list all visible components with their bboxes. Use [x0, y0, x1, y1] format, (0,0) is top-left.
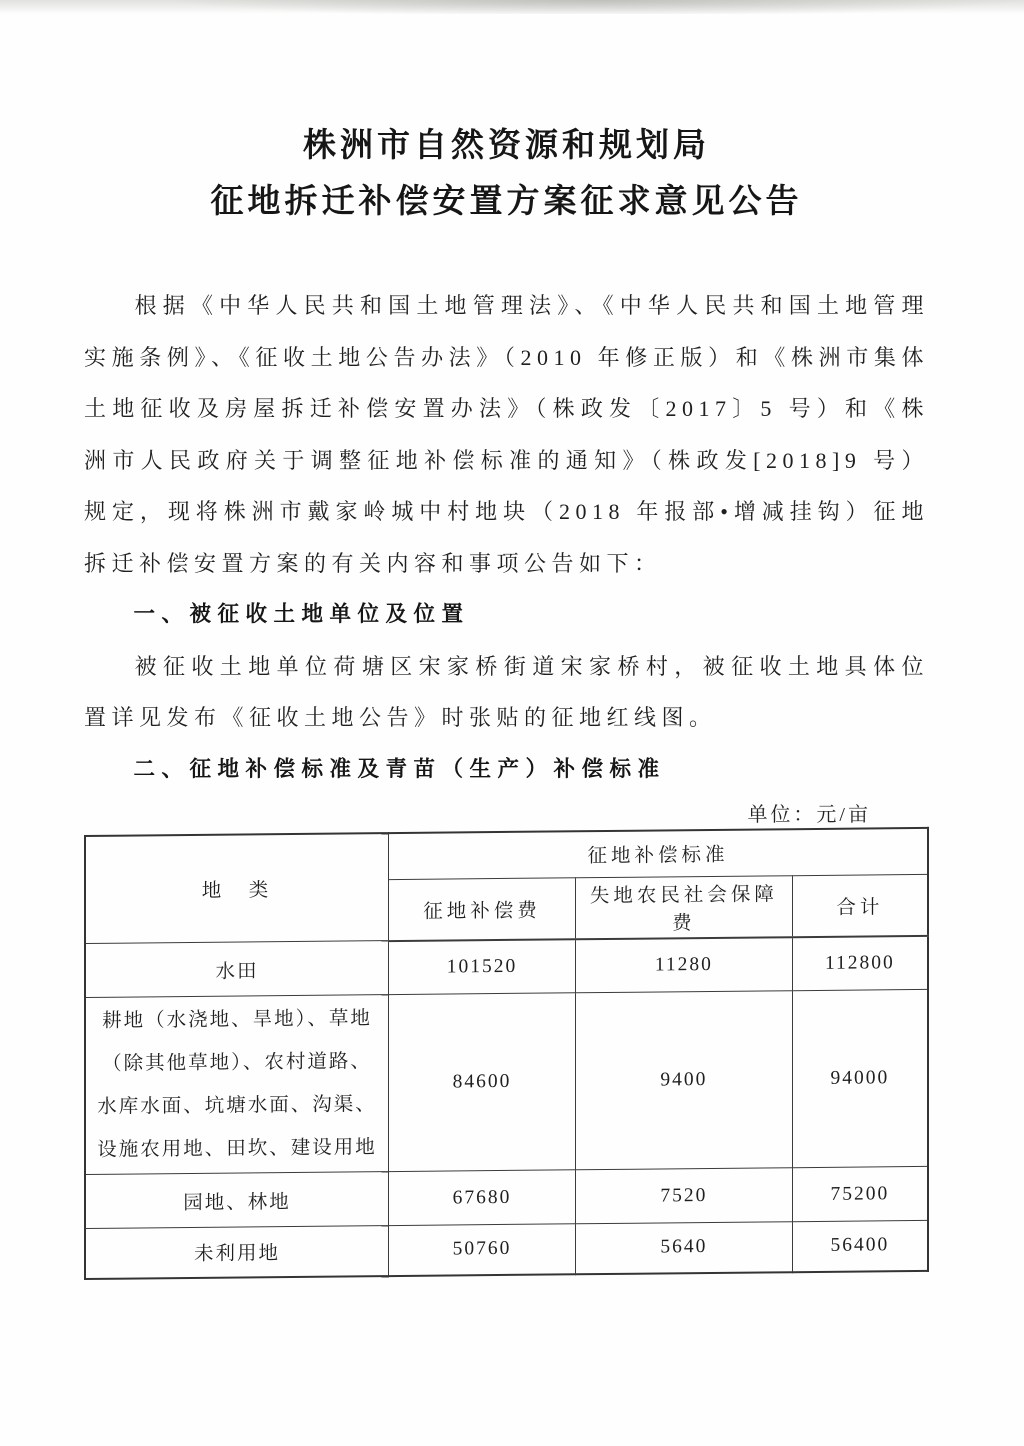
table-cell-compensation-fee: 67680 [388, 1170, 575, 1226]
table-header-land-type: 地 类 [85, 833, 388, 943]
document-title [84, 118, 929, 230]
table-cell-compensation-fee: 84600 [388, 993, 575, 1172]
table-cell-social-security: 11280 [576, 937, 793, 993]
document-title-line1: 株洲市自然资源和规划局 [303, 128, 710, 164]
table-cell-compensation-fee: 50760 [388, 1224, 575, 1276]
document-title-line2: 征地拆迁补偿安置方案征求意见公告 [210, 184, 803, 220]
table-cell-social-security: 9400 [576, 991, 793, 1170]
table-header-compensation-fee: 征地补偿费 [388, 877, 575, 940]
table-row [85, 989, 928, 1174]
table-header-total: 合计 [792, 874, 928, 937]
table-cell-social-security: 5640 [576, 1222, 793, 1274]
table-cell-social-security: 7520 [576, 1168, 793, 1224]
section1-heading: 一、被征收土地单位及位置 [133, 602, 470, 626]
table-header-row-1 [85, 828, 928, 882]
table-row [85, 1220, 928, 1278]
section2-heading: 二、征地补偿标准及青苗（生产）补偿标准 [133, 756, 666, 781]
table-row [85, 1166, 928, 1228]
table-cell-compensation-fee: 101520 [388, 939, 575, 995]
table-cell-total: 56400 [792, 1220, 928, 1271]
table-header-group: 征地补偿标准 [388, 828, 928, 879]
intro-paragraph: 根据《中华人民共和国土地管理法》、《中华人民共和国土地管理实施条例》、《征收土地公告办法》（2010 年修正版）和《株洲市集体土地征收及房屋拆迁补偿安置办法》（株政发〔2017〕5 号）和《株洲市人民政府关于调整征地补偿标准的通知》（株政发[2018]9 号）规定，现将株洲市戴家岭城中村地块（2018 年报部•增减挂钩）征地拆迁补偿安置方案的有关内容和事项公告如下： [84, 293, 929, 576]
table-unit-label: 单位：元/亩 [747, 804, 871, 826]
table-cell-total: 75200 [792, 1166, 928, 1221]
table-header-social-security: 失地农民社会保障费 [576, 875, 793, 939]
table-cell-land-type: 水田 [85, 941, 388, 998]
table-cell-land-type: 耕地（水浇地、旱地）、草地（除其他草地）、农村道路、水库水面、坑塘水面、沟渠、设施农用地、田坎、建设用地 [85, 995, 388, 1175]
compensation-table [84, 827, 929, 1280]
table-row [85, 935, 928, 997]
section1-paragraph: 被征收土地单位荷塘区宋家桥街道宋家桥村，被征收土地具体位置详见发布《征收土地公告》时张贴的征地红线图。 [84, 653, 929, 730]
table-cell-total: 94000 [792, 989, 928, 1167]
table-cell-total: 112800 [792, 935, 928, 990]
table-cell-land-type: 未利用地 [85, 1226, 388, 1279]
table-cell-land-type: 园地、林地 [85, 1172, 388, 1229]
